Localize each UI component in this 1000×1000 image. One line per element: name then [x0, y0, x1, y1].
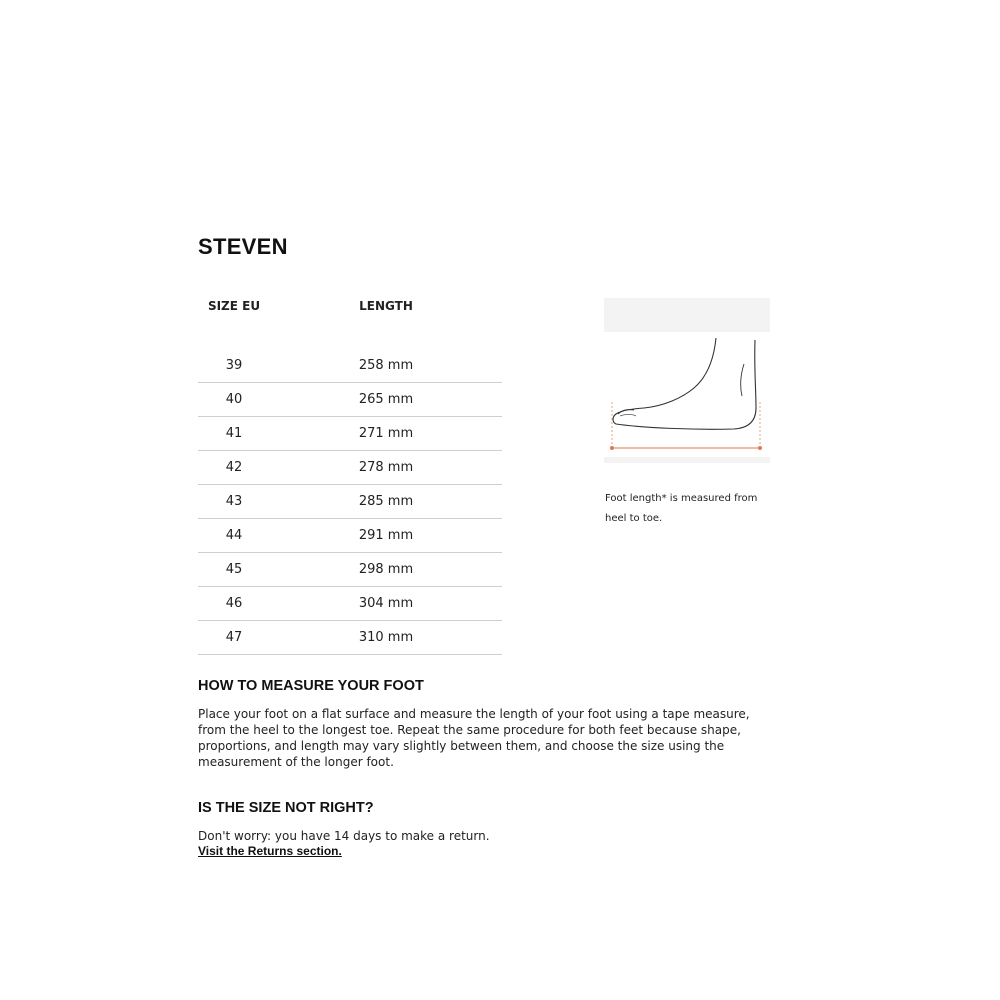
length-cell: 298 mm: [270, 553, 502, 587]
length-cell: 271 mm: [270, 417, 502, 451]
size-cell: 43: [198, 485, 270, 519]
measure-instructions: [198, 706, 758, 770]
table-row: [198, 519, 502, 553]
size-cell: 40: [198, 383, 270, 417]
size-cell: 46: [198, 587, 270, 621]
measure-line: proportions, and length may vary slightly between them, and choose the size using the: [198, 739, 725, 753]
foot-measure-illustration: [604, 298, 770, 463]
foot-caption-line1: Foot length* is measured from: [605, 493, 758, 504]
table-row: [198, 417, 502, 451]
foot-caption-line2: heel to toe.: [605, 513, 663, 524]
table-row: [198, 451, 502, 485]
size-cell: 44: [198, 519, 270, 553]
measure-line: Place your foot on a flat surface and measure the length of your foot using a tape measure,: [198, 707, 750, 721]
measure-line: measurement of the longer foot.: [198, 755, 394, 769]
length-cell: 265 mm: [270, 383, 502, 417]
measure-line: from the heel to the longest toe. Repeat the same procedure for both feet because shape,: [198, 723, 741, 737]
foot-icon: [604, 298, 770, 463]
table-row: [198, 621, 502, 655]
measure-heading: HOW TO MEASURE YOUR FOOT: [198, 678, 424, 694]
size-table: [198, 290, 502, 655]
size-cell: 42: [198, 451, 270, 485]
length-cell: 291 mm: [270, 519, 502, 553]
foot-caption: [605, 489, 780, 529]
size-cell: 39: [198, 349, 270, 383]
header-length: LENGTH: [359, 299, 413, 313]
returns-link[interactable]: Visit the Returns section.: [198, 844, 342, 858]
page-title: STEVEN: [198, 234, 288, 259]
table-row: [198, 553, 502, 587]
header-size-eu: SIZE EU: [207, 299, 261, 313]
size-cell: 47: [198, 621, 270, 655]
table-row: [198, 349, 502, 383]
table-row: [198, 383, 502, 417]
return-info-text: Don't worry: you have 14 days to make a return.: [198, 829, 490, 843]
length-cell: 310 mm: [270, 621, 502, 655]
table-header-row: [198, 290, 502, 322]
length-cell: 304 mm: [270, 587, 502, 621]
size-cell: 41: [198, 417, 270, 451]
table-row: [198, 485, 502, 519]
table-row: [198, 587, 502, 621]
size-heading: IS THE SIZE NOT RIGHT?: [198, 800, 374, 816]
length-cell: 258 mm: [270, 349, 502, 383]
length-cell: 278 mm: [270, 451, 502, 485]
length-cell: 285 mm: [270, 485, 502, 519]
size-cell: 45: [198, 553, 270, 587]
